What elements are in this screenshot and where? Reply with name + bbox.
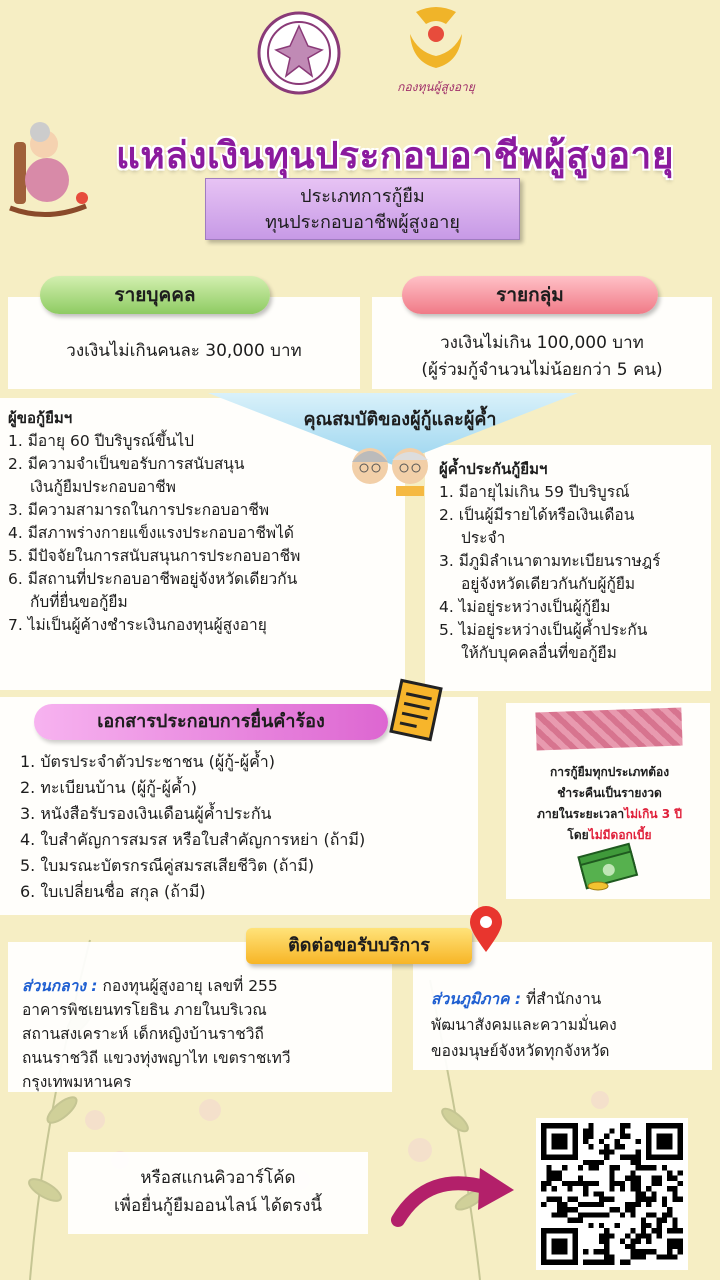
repayment-note-line3: ภายในระยะเวลาไม่เกิน 3 ปี — [537, 807, 682, 821]
guarantor-heading: ผู้ค้ำประกันกู้ยืมฯ — [439, 460, 548, 478]
borrower-heading: ผู้ขอกู้ยืมฯ — [8, 409, 73, 427]
repayment-note-line2: ชำระคืนเป็นรายงวด — [557, 786, 662, 800]
qr-code[interactable] — [536, 1118, 688, 1270]
list-item: 3. หนังสือรับรองเงินเดือนผู้ค้ำประกัน — [20, 804, 272, 823]
money-stack-icon — [576, 840, 640, 894]
group-amount-line1: วงเงินไม่เกิน 100,000 บาท — [440, 333, 644, 353]
list-item: 5. ใบมรณะบัตรกรณีคู่สมรสเสียชีวิต (ถ้ามี) — [20, 856, 315, 875]
individual-label: รายบุคคล — [40, 276, 270, 314]
list-item: 4. ใบสำคัญการสมรส หรือใบสำคัญการหย่า (ถ้ามี) — [20, 830, 366, 849]
list-item: 6. ใบเปลี่ยนชื่อ สกุล (ถ้ามี) — [20, 882, 206, 901]
elderly-woman-rocking-chair-illustration — [2, 112, 92, 220]
documents-title: เอกสารประกอบการยื่นคำร้อง — [34, 704, 388, 740]
repayment-note-line4: โดยไม่มีดอกเบี้ย — [567, 828, 652, 842]
loan-type-line1: ประเภทการกู้ยืม — [300, 186, 425, 207]
list-item: 4. ไม่อยู่ระหว่างเป็นผู้กู้ยืม — [439, 598, 611, 616]
elderly-fund-logo-text: กองทุนผู้สูงอายุ — [397, 80, 475, 94]
list-item: 6. มีสถานที่ประกอบอาชีพอยู่จังหวัดเดียวกัน กับที่ยื่นขอกู้ยืม — [8, 570, 298, 611]
scan-line1: หรือสแกนคิวอาร์โค้ด — [140, 1168, 296, 1188]
list-item: 2. มีความจำเป็นขอรับการสนับสนุน เงินกู้ยืมประกอบอาชีพ — [8, 455, 245, 496]
loan-type-box — [205, 178, 520, 240]
list-item: 3. มีภูมิลำเนาตามทะเบียนราษฎร์ อยู่จังหวัดเดียวกันกับผู้กู้ยืม — [439, 552, 661, 593]
group-label: รายกลุ่ม — [402, 276, 658, 314]
pink-tape-decoration — [535, 707, 682, 750]
scan-line2: เพื่อยื่นกู้ยืมออนไลน์ ได้ตรงนี้ — [114, 1196, 322, 1216]
curved-arrow-icon — [388, 1160, 518, 1230]
list-item: 5. ไม่อยู่ระหว่างเป็นผู้ค้ำประกัน ให้กับบุคคลอื่นที่ขอกู้ยืม — [439, 621, 648, 662]
regional-label: ส่วนภูมิภาค : — [431, 990, 522, 1008]
elderly-couple-illustration — [346, 440, 436, 498]
scan-prompt-box — [68, 1152, 368, 1234]
elderly-fund-logo — [376, 4, 496, 98]
guarantor-list — [439, 481, 711, 665]
contact-title: ติดต่อขอรับบริการ — [246, 928, 472, 964]
agency-seal-logo — [256, 10, 342, 96]
list-item: 7. ไม่เป็นผู้ค้างชำระเงินกองทุนผู้สูงอายุ — [8, 616, 267, 634]
list-item: 2. เป็นผู้มีรายได้หรือเงินเดือน ประจำ — [439, 506, 635, 547]
guarantor-qualifications-box — [425, 445, 711, 691]
list-item: 1. บัตรประจำตัวประชาชน (ผู้กู้-ผู้ค้ำ) — [20, 752, 276, 771]
repayment-note — [512, 762, 707, 846]
page-title: แหล่งเงินทุนประกอบอาชีพผู้สูงอายุ — [115, 134, 674, 177]
loan-type-line2: ทุนประกอบอาชีพผู้สูงอายุ — [265, 212, 460, 233]
repayment-note-line1: การกู้ยืมทุกประเภทต้อง — [549, 765, 670, 779]
list-item: 1. มีอายุไม่เกิน 59 ปีบริบูรณ์ — [439, 483, 630, 501]
location-pin-icon — [468, 906, 504, 954]
document-icon — [386, 678, 446, 742]
central-label: ส่วนกลาง : — [22, 977, 98, 995]
qualifications-title: คุณสมบัติของผู้กู้และผู้ค้ำ — [303, 409, 497, 430]
list-item: 3. มีความสามารถในการประกอบอาชีพ — [8, 501, 270, 519]
list-item: 4. มีสภาพร่างกายแข็งแรงประกอบอาชีพได้ — [8, 524, 294, 542]
regional-contact-box: ส่วนภูมิภาค : ที่สำนักงาน พัฒนาสังคมและความมั่นคง ของมนุษย์จังหวัดทุกจังหวัด — [413, 942, 712, 1070]
central-contact-box: ส่วนกลาง : กองทุนผู้สูงอายุ เลขที่ 255 อาคารพิชเยนทรโยธิน ภายในบริเวณ สถานสงเคราะห์ เด็กหญิงบ้านราชวิถี ถนนราชวิถี แขวงทุ่งพญาไท เขตราชเทวี กรุงเทพมหานคร — [8, 942, 392, 1092]
list-item: 1. มีอายุ 60 ปีบริบูรณ์ขึ้นไป — [8, 432, 194, 450]
individual-amount: วงเงินไม่เกินคนละ 30,000 บาท — [66, 341, 302, 361]
group-amount-line2: (ผู้ร่วมกู้จำนวนไม่น้อยกว่า 5 คน) — [421, 360, 663, 380]
list-item: 5. มีปัจจัยในการสนับสนุนการประกอบอาชีพ — [8, 547, 301, 565]
list-item: 2. ทะเบียนบ้าน (ผู้กู้-ผู้ค้ำ) — [20, 778, 197, 797]
